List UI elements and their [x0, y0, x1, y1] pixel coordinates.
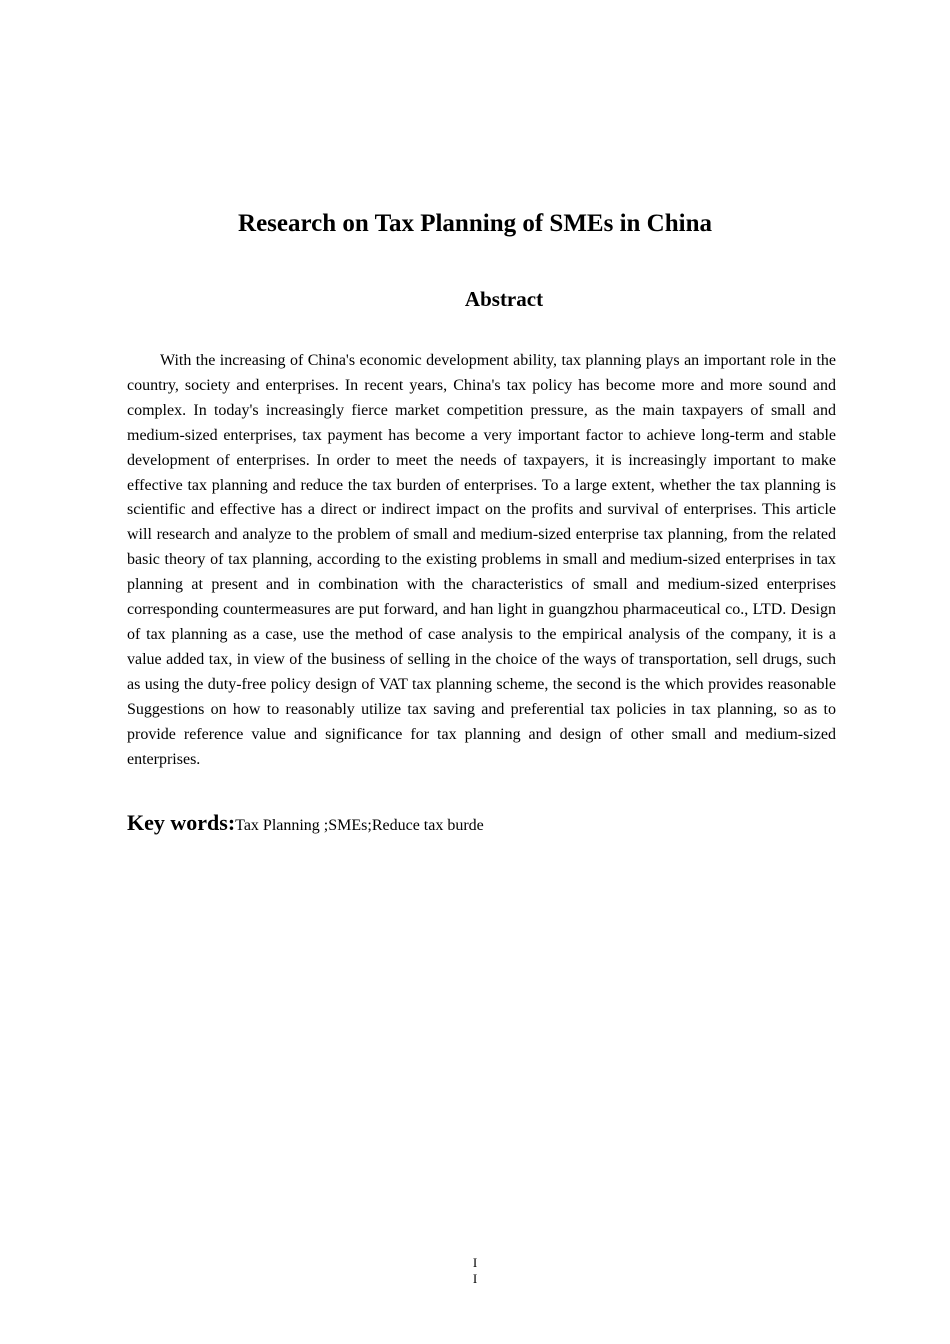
keywords-value: Tax Planning ;SMEs;Reduce tax burde — [235, 817, 484, 834]
keywords-label: Key words: — [127, 810, 236, 835]
abstract-paragraph: With the increasing of China's economic development ability, tax planning plays an important role in the country, society and enterprises. In recent years, China's tax policy has become more and more sound and complex. In today's increasingly fierce market competition pressure, as the main taxpayers of small and medium-sized enterprises, tax payment has become a very important factor to achieve long-term and stable development of enterprises. In order to meet the needs of taxpayers, it is increasingly important to make effective tax planning and reduce the tax burden of enterprises. To a large extent, whether the tax planning is scientific and effective has a direct or indirect impact on the profits and survival of enterprises. This article will research and analyze to the problem of small and medium-sized enterprise tax planning, from the related basic theory of tax planning, according to the existing problems in small and medium-sized enterprises in tax planning at present and in combination with the characteristics of small and medium-sized enterprises corresponding countermeasures are put forward, and han light in guangzhou pharmaceutical co., LTD. Design of tax planning as a case, use the method of case analysis to the empirical analysis of the company, it is a value added tax, in view of the business of selling in the choice of the ways of transportation, sell drugs, such as using the duty-free policy design of VAT tax planning scheme, the second is the which provides reasonable Suggestions on how to reasonably utilize tax saving and preferential tax policies in tax planning, so as to provide reference value and significance for tax planning and design of other small and medium-sized enterprises. — [127, 352, 836, 768]
abstract-heading: Abstract — [464, 287, 544, 311]
page-number-line-2: I — [472, 1271, 478, 1286]
page-title: Research on Tax Planning of SMEs in China — [238, 210, 712, 237]
page-number-line-1: I — [472, 1255, 478, 1270]
keywords-line — [127, 808, 836, 841]
page-number — [0, 1255, 950, 1287]
